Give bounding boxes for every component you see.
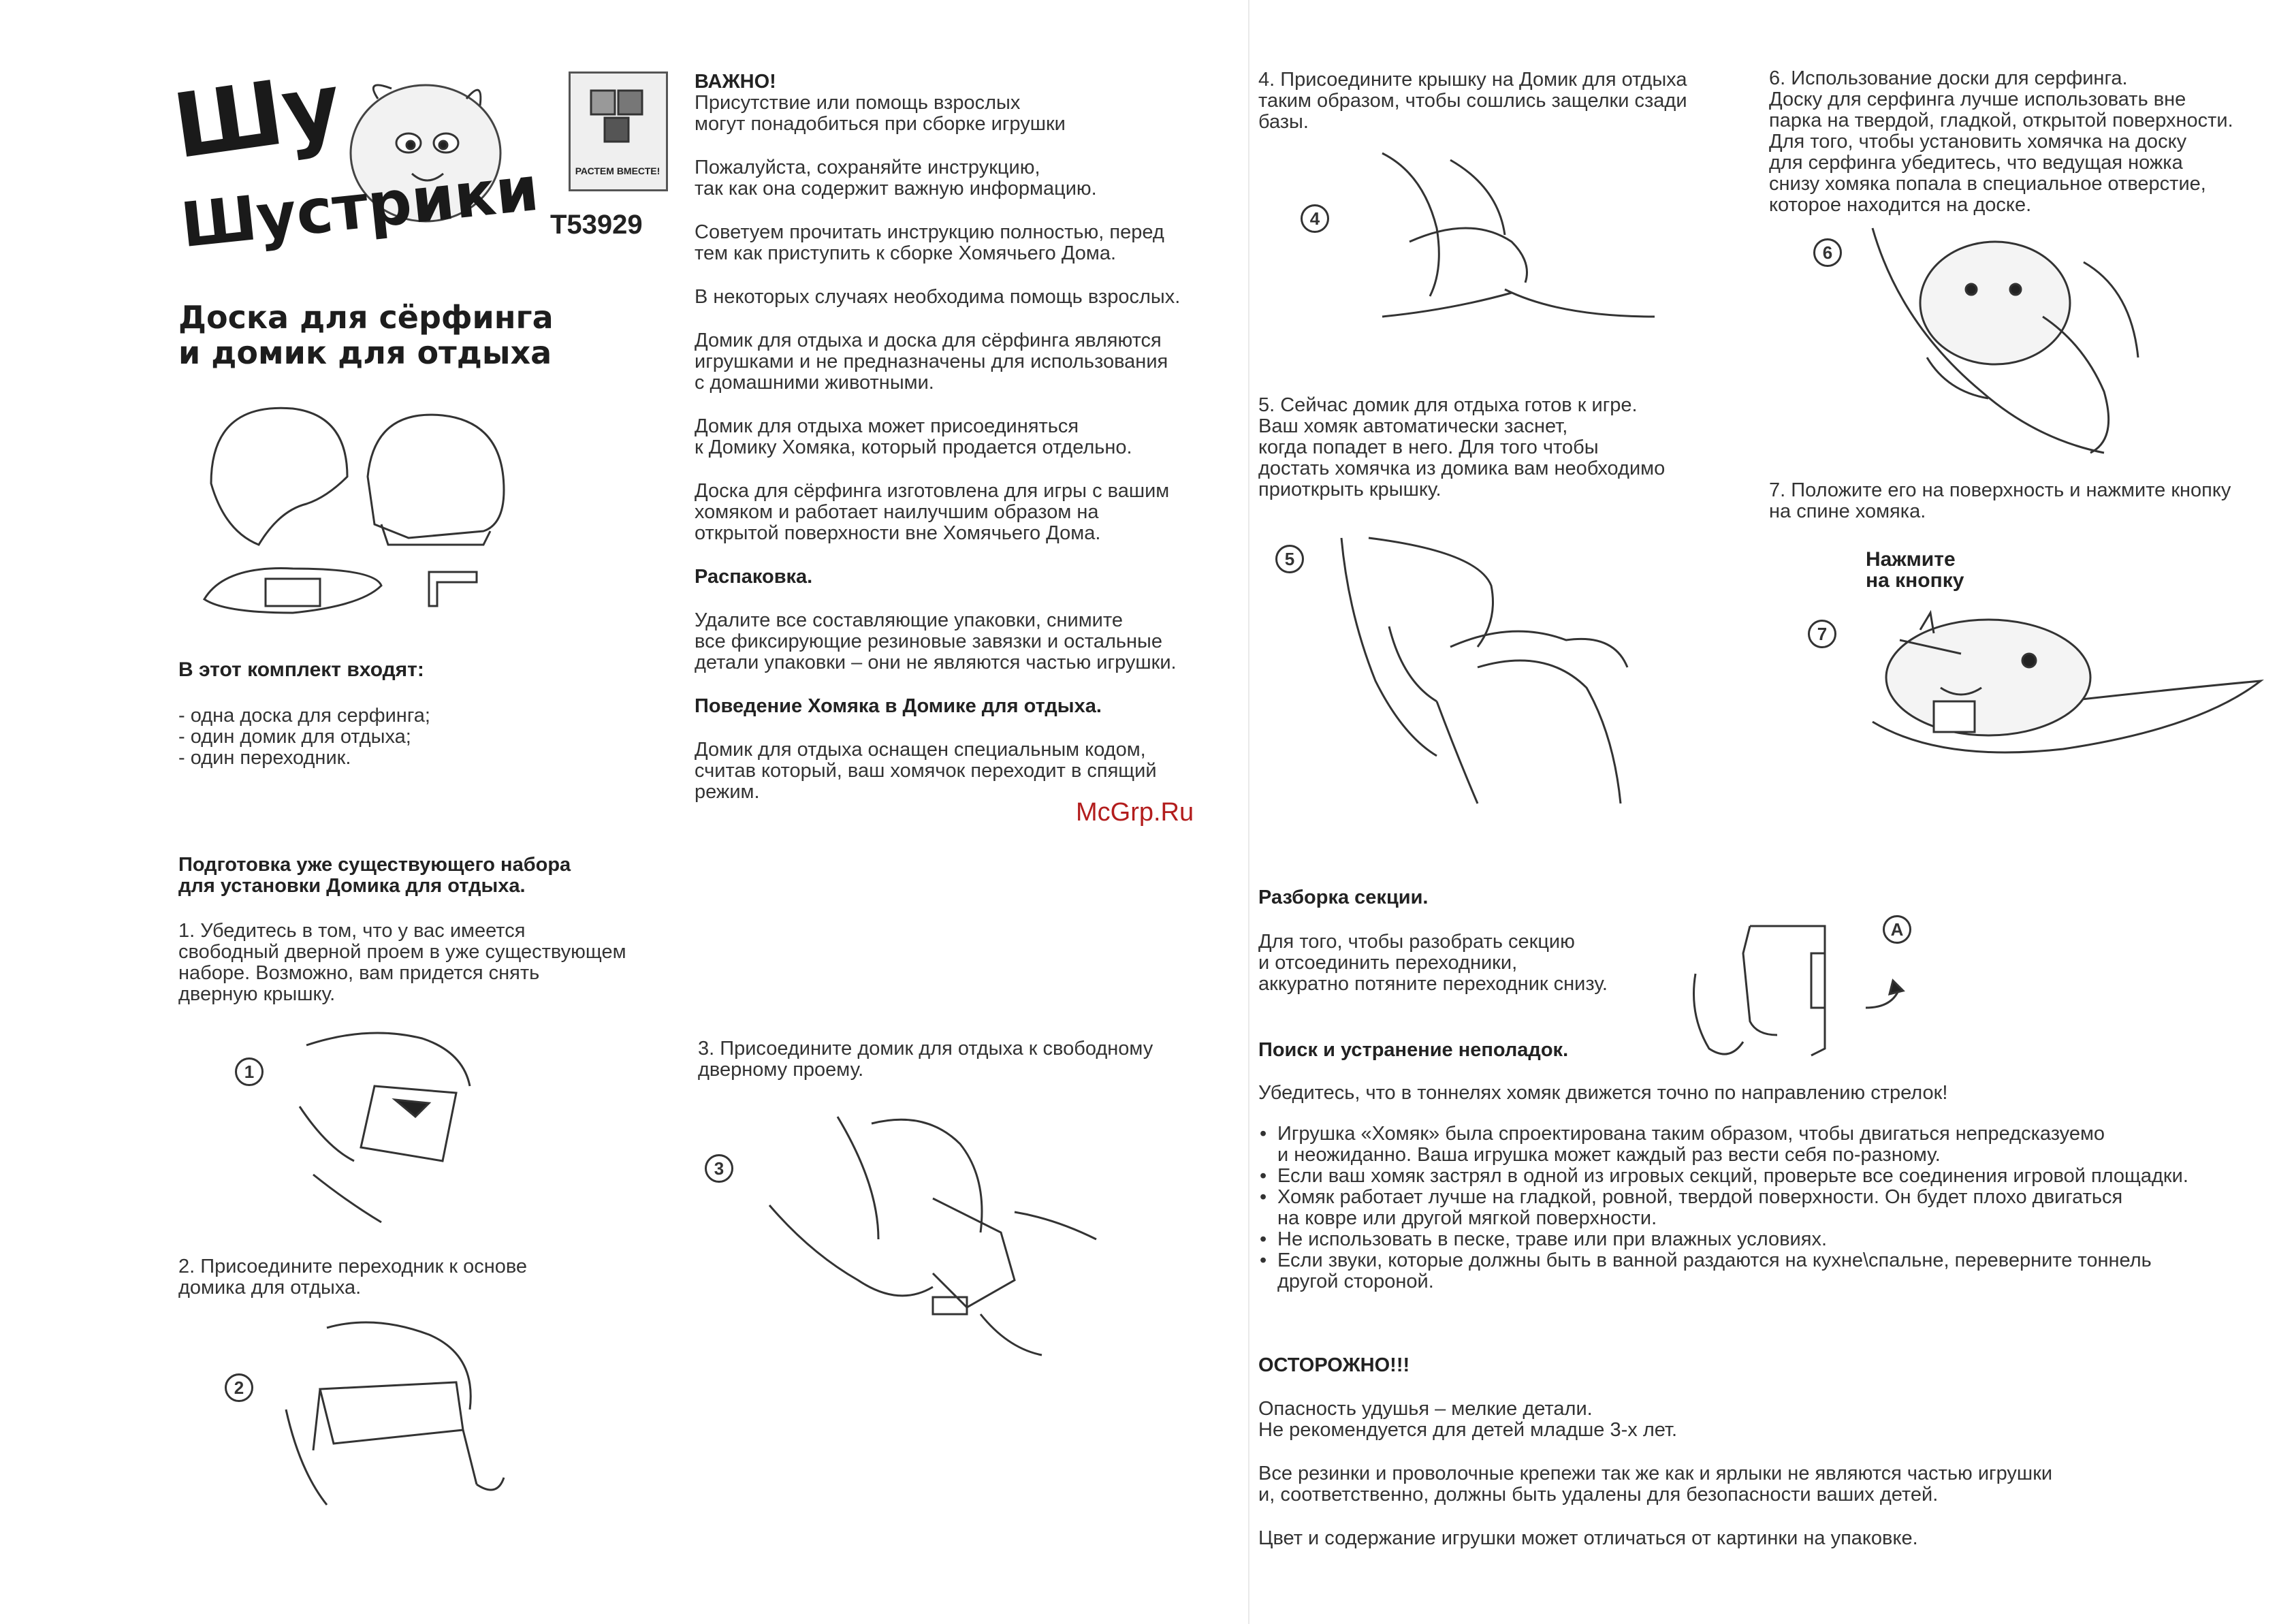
kit-list <box>178 705 430 769</box>
page-fold <box>1248 0 1249 1624</box>
important-p7: Доска для сёрфинга изготовлена для игры с вашим хомяком и работает наилучшим образом на открытой поверхности вне Хомячьего Дома. <box>695 480 1170 544</box>
step-number-4: 4 <box>1301 204 1329 233</box>
step4-text: 4. Присоедините крышку на Домик для отдыха таким образом, чтобы сошлись защелки сзади базы. <box>1258 69 1687 133</box>
caution-section <box>1258 1355 2252 1549</box>
important-p2: Пожалуйста, сохраняйте инструкцию, так как она содержит важную информацию. <box>695 157 1097 200</box>
brand-badge <box>569 71 668 191</box>
step-number-1: 1 <box>235 1057 264 1086</box>
step-number-3: 3 <box>705 1154 733 1183</box>
step5-text: 5. Сейчас домик для отдыха готов к игре. Ваш хомяк автоматически заснет, когда попадет в него. Для того чтобы достать хомячка из домика вам необходимо приоткрыть крышку. <box>1258 394 1666 500</box>
important-p6: Домик для отдыха может присоединяться к Домику Хомяка, который продается отдельно. <box>695 415 1132 458</box>
important-p1: Присутствие или помощь взрослых могут понадобиться при сборке игрушки <box>695 92 1066 135</box>
caution-p3: Цвет и содержание игрушки может отличаться от картинки на упаковке. <box>1258 1527 1918 1549</box>
troubleshooting-item: • Не использовать в песке, траве или при влажных условиях. <box>1258 1229 2266 1250</box>
product-code: T53929 <box>550 210 643 240</box>
important-section <box>695 71 1232 803</box>
caution-p1: Опасность удушья – мелкие детали. Не рекомендуется для детей младше 3-х лет. <box>1258 1398 1678 1441</box>
step7-illustration <box>1859 599 2267 769</box>
step6-illustration <box>1859 221 2145 473</box>
step1-illustration <box>286 1025 504 1229</box>
kit-item: - один домик для отдыха; <box>178 726 411 748</box>
unpacking-heading: Распаковка. <box>695 566 813 588</box>
prep-step1: 1. Убедитесь в том, что у вас имеется свободный дверной проем в уже существующем наборе. Возможно, вам придется снять дверную крышку. <box>178 920 626 1005</box>
caution-p2: Все резинки и проволочные крепежи так же как и ярлыки не являются частью игрушки и, соответственно, должны быть удалены для безопасности ваших детей. <box>1258 1463 2053 1506</box>
step-number-7: 7 <box>1808 620 1836 648</box>
kit-item: - один переходник. <box>178 747 351 769</box>
troubleshooting-item: • Хомяк работает лучше на гладкой, ровной, твердой поверхности. Он будет плохо двигаться на ковре или другой мягкой поверхности. <box>1258 1187 2266 1229</box>
step6-text: 6. Использование доски для серфинга. Доску для серфинга лучше использовать вне парка на твердой, гладкой, открытой поверхности. Для того, чтобы установить хомячка на доску для серфинга убедитесь, что ведущая ножка снизу хомяка попала в специальное отверстие, которое находится на доске. <box>1769 67 2233 216</box>
disassembly-heading: Разборка секции. <box>1258 887 1429 908</box>
troubleshooting-item: • Игрушка «Хомяк» была спроектирована таким образом, чтобы двигаться непредсказуемо и неожиданно. Ваша игрушка может каждый раз вести себя по-разному. <box>1258 1124 2266 1166</box>
kit-heading: В этот комплект входят: <box>178 658 424 681</box>
label-a: A <box>1883 915 1911 944</box>
important-p5: Домик для отдыха и доска для сёрфинга являются игрушками и не предназначены для использования с домашними животными. <box>695 330 1168 394</box>
troubleshooting-list <box>1258 1124 2266 1292</box>
troubleshooting-item: • Если ваш хомяк застрял в одной из игровых секций, проверьте все соединения игровой площадки. <box>1258 1166 2266 1187</box>
important-p3: Советуем прочитать инструкцию полностью, перед тем как приступить к сборке Хомячьего Дома. <box>695 221 1164 264</box>
step5-illustration <box>1341 531 1668 810</box>
prep-heading: Подготовка уже существующего набора для установки Домика для отдыха. <box>178 854 571 897</box>
step3-text: 3. Присоедините домик для отдыха к свободному дверному проему. <box>698 1038 1153 1081</box>
troubleshooting-item: • Если звуки, которые должны быть в ванной раздаются на кухне\спальне, переверните тоннель другой стороной. <box>1258 1250 2266 1292</box>
step-number-5: 5 <box>1275 545 1304 573</box>
logo-line2: Шустрики <box>177 153 542 262</box>
prep-step2: 2. Присоедините переходник к основе домика для отдыха. <box>178 1256 528 1299</box>
behavior-text: Домик для отдыха оснащен специальным кодом, считав который, ваш хомячок переходит в спящий режим. <box>695 739 1157 803</box>
product-title: Доска для сёрфинга и домик для отдыха <box>178 299 554 371</box>
kit-item: - одна доска для серфинга; <box>178 705 430 727</box>
step-number-6: 6 <box>1813 238 1842 267</box>
logo <box>167 52 542 296</box>
step2-illustration <box>272 1314 517 1512</box>
press-button-label: Нажмите на кнопку <box>1866 548 1964 592</box>
logo-line1: Шу <box>167 52 347 179</box>
step-number-2: 2 <box>225 1373 253 1402</box>
disassembly-illustration <box>1689 912 1907 1062</box>
brand-text: РАСТЕМ ВМЕСТЕ! <box>575 165 660 176</box>
blocks-icon <box>571 74 666 162</box>
troubleshooting-heading: Поиск и устранение неполадок. <box>1258 1039 1569 1061</box>
troubleshooting-intro: Убедитесь, что в тоннелях хомяк движется точно по направлению стрелок! <box>1258 1082 1948 1104</box>
watermark: McGrp.Ru <box>1076 798 1194 827</box>
important-p4: В некоторых случаях необходима помощь взрослых. <box>695 286 1181 308</box>
disassembly-text: Для того, чтобы разобрать секцию и отсоединить переходники, аккуратно потяните переходник снизу. <box>1258 931 1608 995</box>
caution-heading: ОСТОРОЖНО!!! <box>1258 1354 1410 1376</box>
behavior-heading: Поведение Хомяка в Домике для отдыха. <box>695 695 1102 717</box>
step4-illustration <box>1369 146 1675 330</box>
important-heading: ВАЖНО! <box>695 71 776 93</box>
step7-text: 7. Положите его на поверхность и нажмите кнопку на спине хомяка. <box>1769 479 2231 522</box>
unpacking-text: Удалите все составляющие упаковки, снимите все фиксирующие резиновые завязки и остальные детали упаковки – они не являются частью игрушки. <box>695 609 1177 673</box>
step3-illustration <box>756 1103 1137 1362</box>
parts-illustration <box>184 395 524 613</box>
